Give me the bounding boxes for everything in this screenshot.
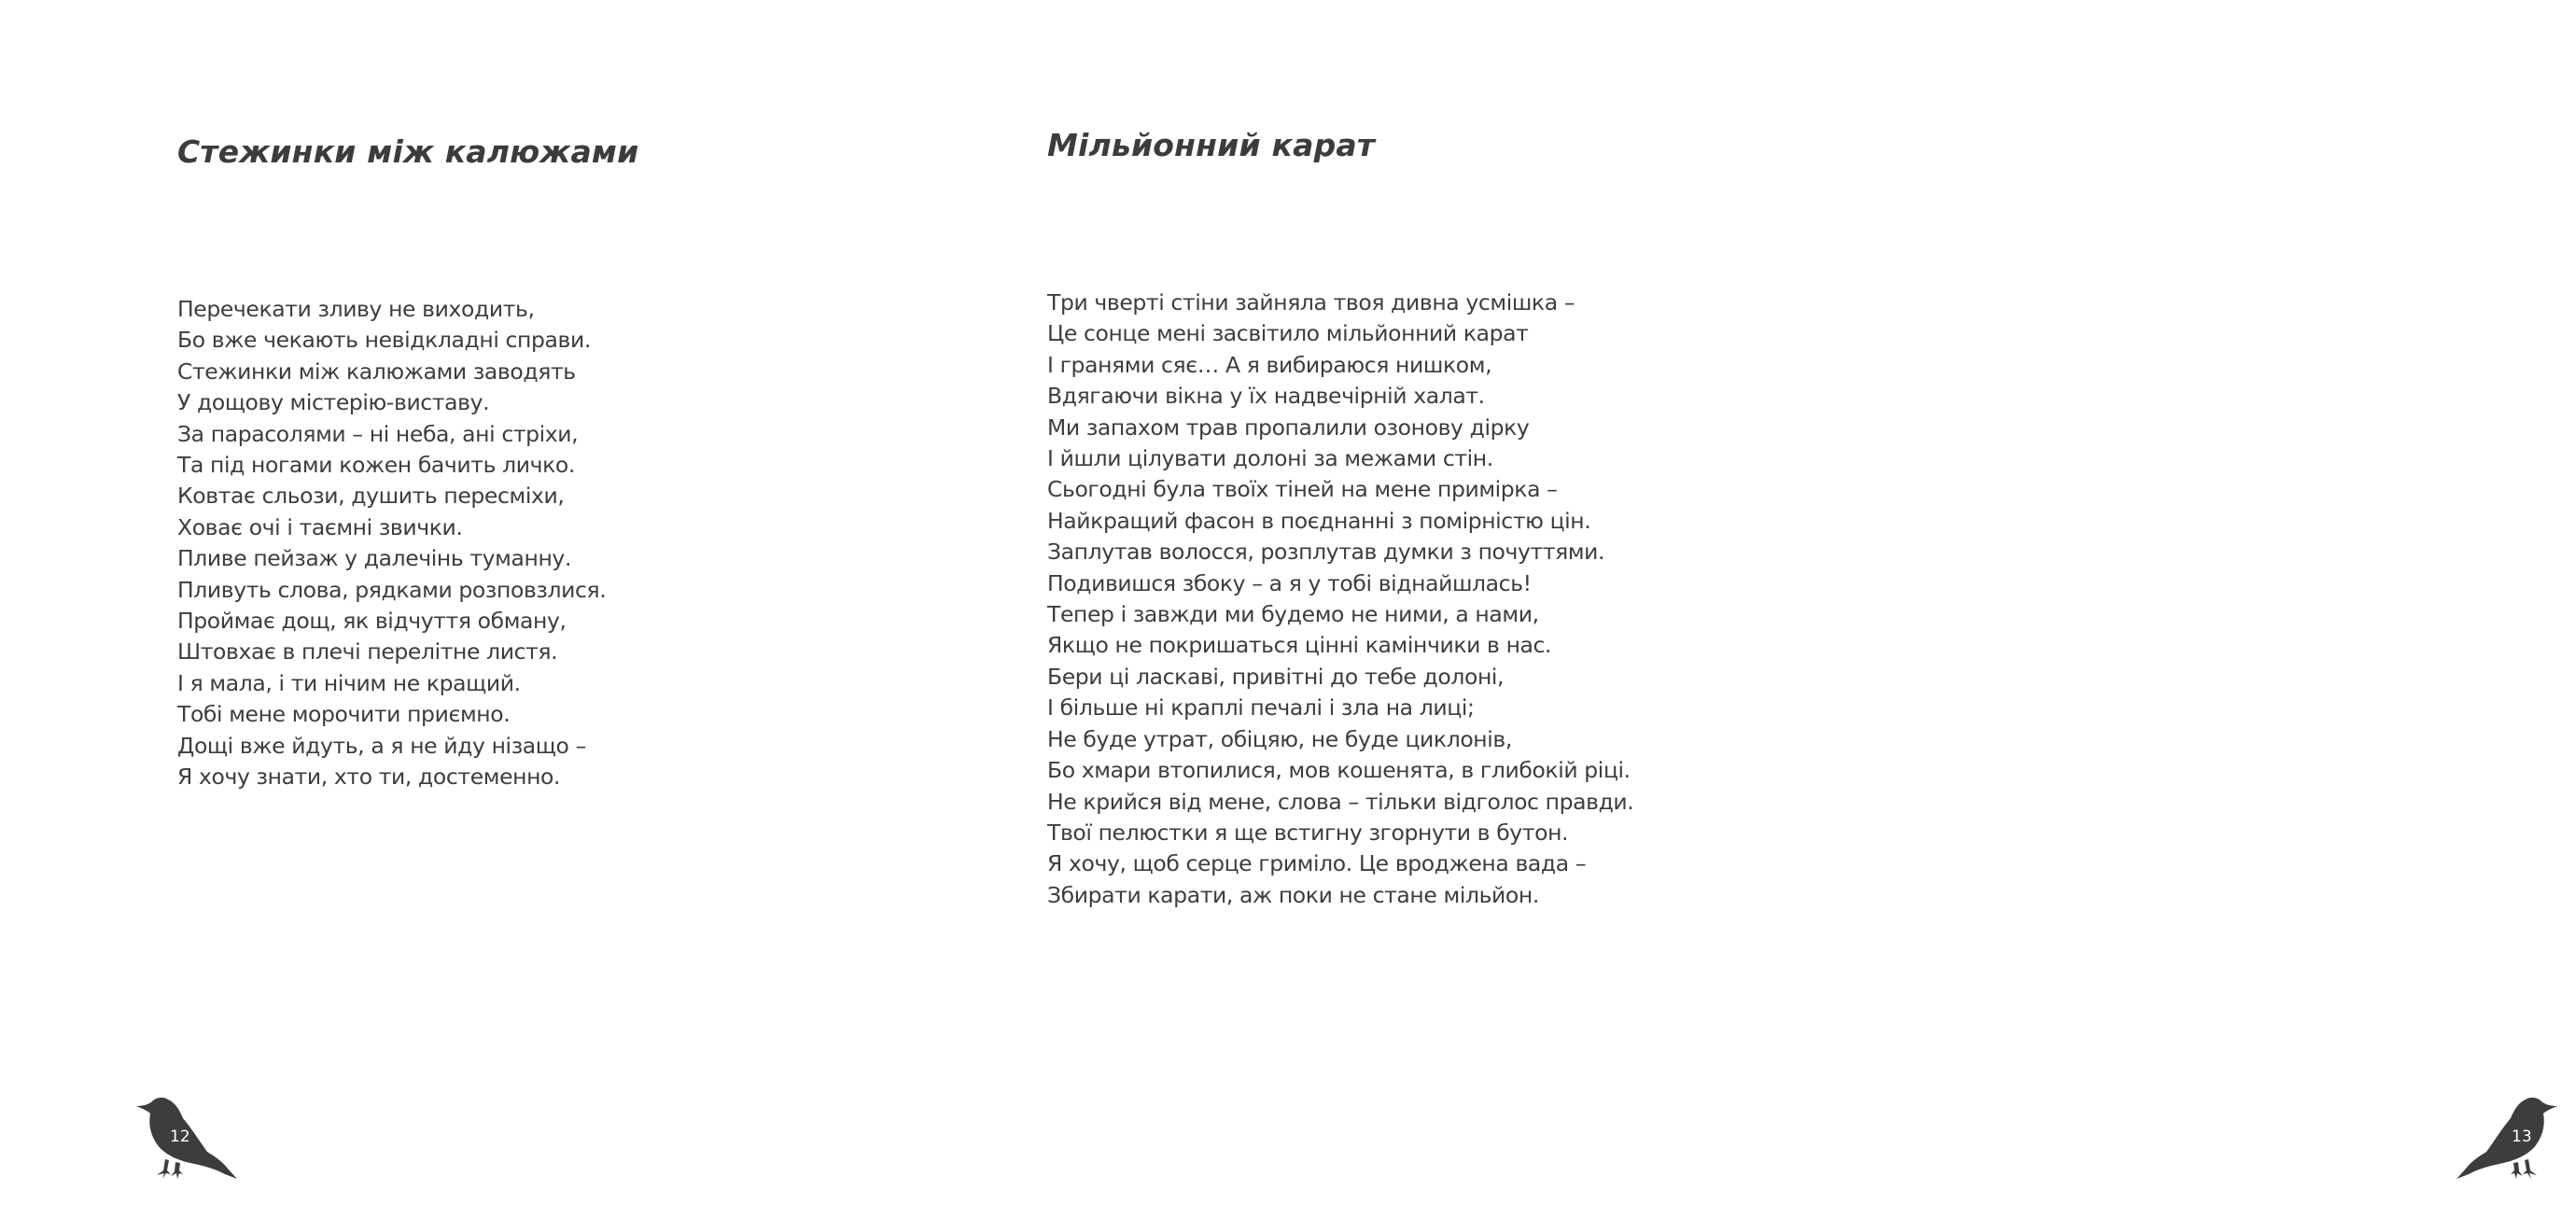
- poem-line: Пливе пейзаж у далечінь туманну.: [177, 545, 572, 572]
- right-page: [896, 0, 2532, 1219]
- poem-line: Не крийся від мене, слова – тільки відголос правди.: [1047, 788, 1634, 815]
- poem-line: Заплутав волосся, розплутав думки з почуттями.: [1047, 539, 1605, 566]
- poem-line: Сьогодні була твоїх тіней на мене примірка –: [1047, 476, 1558, 503]
- page-number-label: 12: [170, 1128, 190, 1146]
- poem-line: Штовхає в плечі перелітне листя.: [177, 638, 558, 666]
- page-number-13: [2455, 1092, 2576, 1185]
- poem-line: Найкращий фасон в поєднанні з помірністю цін.: [1047, 507, 1591, 534]
- poem-line: Бо вже чекають невідкладні справи.: [177, 327, 591, 354]
- page-number-12: [136, 1092, 258, 1185]
- poem-line: І йшли цілувати долоні за межами стін.: [1047, 445, 1493, 472]
- poem-line: Тепер і завжди ми будемо не ними, а нами,: [1047, 601, 1539, 628]
- poem-line: За парасолями – ні неба, ані стріхи,: [177, 420, 579, 447]
- poem-line: Збирати карати, аж поки не стане мільйон.: [1047, 881, 1539, 908]
- poem-line: Я хочу знати, хто ти, достеменно.: [177, 764, 561, 791]
- poem-title: Стежинки між калюжами: [177, 133, 639, 170]
- page-number-label: 13: [2512, 1128, 2532, 1146]
- poem-line: Ковтає сльози, душить пересміхи,: [177, 483, 565, 510]
- poem-line: Бери ці ласкаві, привітні до тебе долоні,: [1047, 663, 1505, 690]
- poem-body: [1047, 287, 1633, 911]
- poem-line: Перечекати зливу не виходить,: [177, 296, 535, 322]
- poem-title: Мільйонний карат: [1047, 127, 1376, 163]
- poem-line: Бо хмари втопилися, мов кошенята, в глибокій ріці.: [1047, 757, 1631, 784]
- poem-line: Проймає дощ, як відчуття обману,: [177, 608, 567, 635]
- poem-line: Три чверті стіни зайняла твоя дивна усмішка –: [1047, 289, 1575, 315]
- left-page: [0, 0, 896, 1219]
- poem-body: [177, 294, 606, 793]
- poem-line: Вдягаючи вікна у їх надвечірній халат.: [1047, 383, 1485, 410]
- poem-line: Дощі вже йдуть, а я не йду нізащо –: [177, 732, 586, 759]
- bird-icon: [2455, 1092, 2557, 1181]
- poem-line: У дощову містерію-виставу.: [177, 389, 490, 416]
- poem-line: Стежинки між калюжами заводять: [177, 357, 576, 385]
- poem-line: І гранями сяє… А я вибираюся нишком,: [1047, 351, 1492, 378]
- poem-line: Тобі мене морочити приємно.: [177, 701, 511, 728]
- poem-line: І я мала, і ти нічим не кращий.: [177, 669, 521, 696]
- poem-line: Якщо не покришаться цінні камінчики в нас.: [1047, 632, 1552, 659]
- poem-line: Твої пелюстки я ще встигну згорнути в бутон.: [1047, 819, 1569, 846]
- poem-line: Не буде утрат, обіцяю, не буде циклонів,: [1047, 725, 1512, 752]
- poem-line: Ми запахом трав пропалили озонову дірку: [1047, 413, 1530, 441]
- poem-line: Та під ногами кожен бачить личко.: [177, 452, 575, 479]
- poem-line: Пливуть слова, рядками розповзлися.: [177, 576, 607, 603]
- poem-line: Це сонце мені засвітило мільйонний карат: [1047, 320, 1529, 347]
- poem-line: Ховає очі і таємні звички.: [177, 513, 463, 540]
- poem-line: Подивишся збоку – а я у тобі віднайшлась!: [1047, 569, 1532, 596]
- poem-line: Я хочу, щоб серце гриміло. Це вроджена вада –: [1047, 850, 1587, 877]
- poem-line: І більше ні краплі печалі і зла на лиці;: [1047, 694, 1475, 722]
